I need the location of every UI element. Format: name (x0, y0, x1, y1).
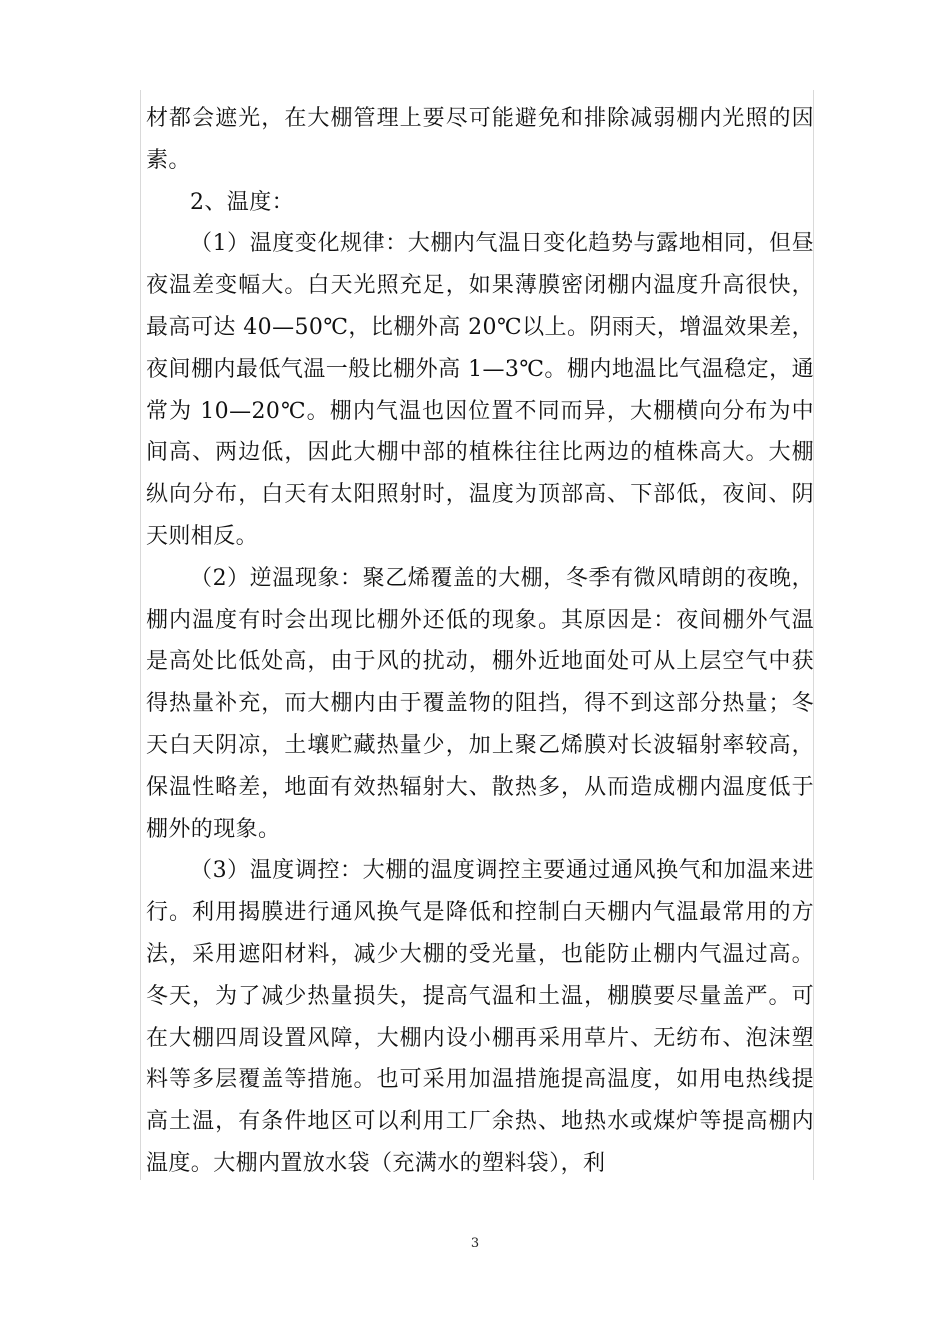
paragraph-temperature-control: （3）温度调控：大棚的温度调控主要通过通风换气和加温来进行。利用揭膜进行通风换气是降低和控制白天棚内气温最常用的方法，采用遮阳材料，减少大棚的受光量，也能防止棚内气温过高。冬天，为了减少热量损失，提高气温和土温，棚膜要尽量盖严。可在大棚四周设置风障，大棚内设小棚再采用草片、无纺布、泡沫塑料等多层覆盖等措施。也可采用加温措施提高温度，如用电热线提高土温，有条件地区可以利用工厂余热、地热水或煤炉等提高棚内温度。大棚内置放水袋（充满水的塑料袋），利 (146, 858, 814, 1176)
paragraph-temperature-inversion: （2）逆温现象：聚乙烯覆盖的大棚，冬季有微风晴朗的夜晚，棚内温度有时会出现比棚外还低的现象。其原因是：夜间棚外气温是高处比低处高，由于风的扰动，棚外近地面处可从上层空气中获得热量补充，而大棚内由于覆盖物的阻挡，得不到这部分热量；冬天白天阴凉，土壤贮藏热量少，加上聚乙烯膜对长波辐射率较高，保温性略差，地面有效热辐射大、散热多，从而造成棚内温度低于棚外的现象。 (146, 565, 814, 842)
body-text (146, 98, 814, 1185)
page-number: 3 (470, 1236, 480, 1251)
paragraph-continuation: 材都会遮光，在大棚管理上要尽可能避免和排除减弱棚内光照的因素。 (146, 106, 814, 173)
paragraph-temperature-pattern: （1）温度变化规律：大棚内气温日变化趋势与露地相同，但昼夜温差变幅大。白天光照充足，如果薄膜密闭棚内温度升高很快，最高可达 40—50℃，比棚外高 20℃以上。阴雨天，增温效果差，夜间棚内最低气温一般比棚外高 1—3℃。棚内地温比气温稳定，通常为 10—20℃。棚内气温也因位置不同而异，大棚横向分布为中间高、两边低，因此大棚中部的植株往往比两边的植株高大。大棚纵向分布，白天有太阳照射时，温度为顶部高、下部低，夜间、阴天则相反。 (146, 231, 814, 549)
section-heading-temperature: 2、温度： (190, 189, 294, 215)
